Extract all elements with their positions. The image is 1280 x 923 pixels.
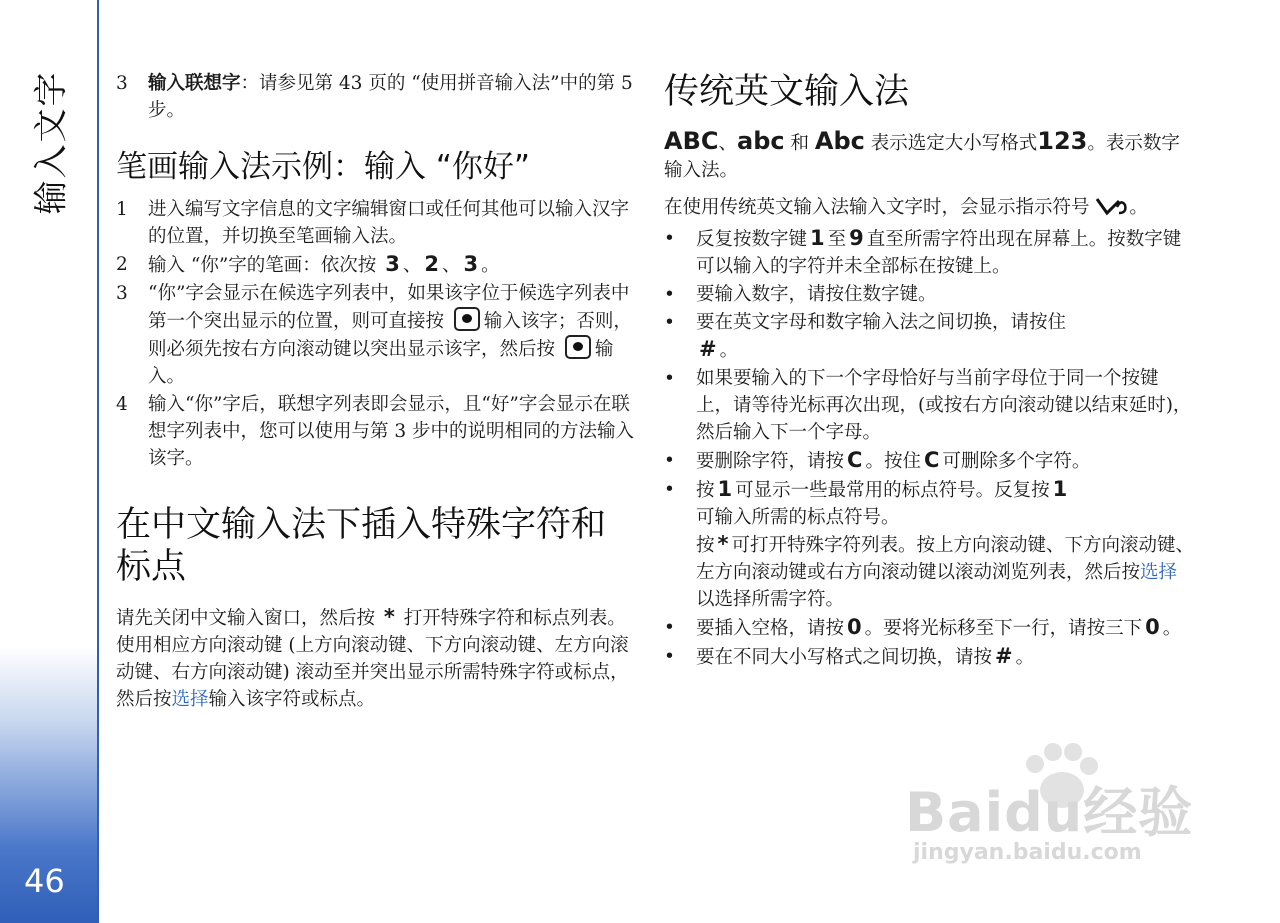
abc-lower-icon: abc (737, 127, 785, 155)
bullet-list (664, 225, 1194, 671)
key-3-icon: 3 (463, 252, 479, 276)
indicator-paragraph: 在使用传统英文输入法输入文字时，会显示指示符号 。 (664, 197, 1148, 218)
select-link[interactable]: 选择 (1140, 562, 1178, 583)
select-link[interactable]: 选择 (171, 689, 209, 710)
section-title-text: 输入文字 (31, 70, 72, 214)
watermark-brand: Baidu经验 (905, 781, 1194, 844)
list-item: 1 进入编写文字信息的文字编辑窗口或任何其他可以输入汉字的位置，并切换至笔画输入法。 (116, 199, 630, 247)
heading-traditional-english: 传统英文输入法 (664, 72, 910, 112)
section-title (26, 72, 70, 212)
special-chars-paragraph: 请先关闭中文输入窗口，然后按 * 打开特殊字符和标点列表。使用相应方向滚动键 (上方向滚动键、下方向滚动键、左方向滚动键、右方向滚动键) 滚动至并突出显示所需特殊字符或标点，然后按选择输入该字符或标点。 (116, 605, 629, 710)
hash-key-icon: # (995, 644, 1013, 668)
list-item: • 如果要输入的下一个字母恰好与当前字母位于同一个按键上，请等待光标再次出现，(或按右方向滚动键以结束延时)，然后输入下一个字母。 (664, 368, 1192, 443)
numeric-mode-icon: 123 (1037, 127, 1088, 155)
key-2-icon: 2 (424, 252, 439, 276)
step-list-top (116, 70, 636, 124)
star-key-icon: * (383, 605, 395, 629)
heading-special-chars: 在中文输入法下插入特殊字符和标点 (116, 505, 607, 587)
clear-key-icon: C (847, 448, 863, 472)
list-item: • 要删除字符，请按 C 。按住 C 可删除多个字符。 (664, 448, 1091, 472)
list-item: • 要在英文字母和数字输入法之间切换，请按住 # 。 (664, 312, 1067, 361)
sidebar-divider (97, 0, 99, 923)
select-key-icon (565, 335, 591, 359)
list-item: • 要输入数字，请按住数字键。 (664, 284, 937, 305)
step-bold-label: 输入联想字 (148, 73, 241, 94)
select-key-icon (454, 307, 480, 331)
baidu-watermark (905, 742, 1205, 872)
traditional-input-indicator-icon (1095, 195, 1129, 217)
list-item: • 按 1 可显示一些最常用的标点符号。反复按 1 可输入所需的标点符号。 按 * 可打开特殊字符列表。按上方向滚动键、下方向滚动键、左方向滚动键或右方向滚动键以滚动浏览列表，然后按选择以选择所需字符。 (664, 477, 1195, 610)
list-item: 2 输入 “你”字的笔画：依次按 3 、 2 、 3 。 (116, 252, 500, 276)
list-item: 3 “你”字会显示在候选字列表中，如果该字位于候选字列表中第一个突出显示的位置，则可直接按 输入该字；否则，则必须先按右方向滚动键以突出显示该字，然后按 输入。 (116, 283, 632, 387)
list-item: • 要插入空格，请按 0 。要将光标移至下一行，请按三下 0 。 (664, 615, 1182, 639)
list-item: • 要在不同大小写格式之间切换，请按 # 。 (664, 644, 1035, 668)
case-format-paragraph: ABC、abc 和 Abc 表示选定大小写格式123。表示数字输入法。 (664, 127, 1180, 181)
hash-key-icon: # (699, 337, 717, 361)
list-item: 3 输入联想字：请参见第 43 页的 “使用拼音输入法”中的第 5 步。 (116, 73, 633, 121)
list-item: • 反复按数字键 1 至 9 直至所需字符出现在屏幕上。按数字键可以输入的字符并未全部标在按键上。 (664, 226, 1182, 277)
step-list (116, 196, 636, 472)
key-3-icon: 3 (385, 252, 400, 276)
heading-stroke-example: 笔画输入法示例：输入 “你好” (116, 149, 530, 185)
right-column (664, 70, 1194, 672)
key-0-icon: 0 (847, 615, 862, 639)
page-number: 46 (24, 862, 65, 900)
key-0-icon: 0 (1145, 615, 1160, 639)
watermark-url: jingyan.baidu.com (913, 840, 1142, 865)
list-item: 4 输入“你”字后，联想字列表即会显示，且“好”字会显示在联想字列表中，您可以使用与第 3 步中的说明相同的方法输入该字。 (116, 394, 635, 469)
key-1-icon: 1 (810, 226, 825, 250)
abc-upper-icon: ABC (664, 127, 719, 155)
key-1-icon: 1 (1052, 477, 1068, 501)
clear-key-icon: C (923, 448, 940, 472)
key-9-icon: 9 (849, 226, 864, 250)
left-column (116, 70, 636, 713)
abc-title-icon: Abc (814, 127, 865, 155)
key-1-icon: 1 (717, 477, 733, 501)
star-key-icon: * (717, 532, 729, 556)
